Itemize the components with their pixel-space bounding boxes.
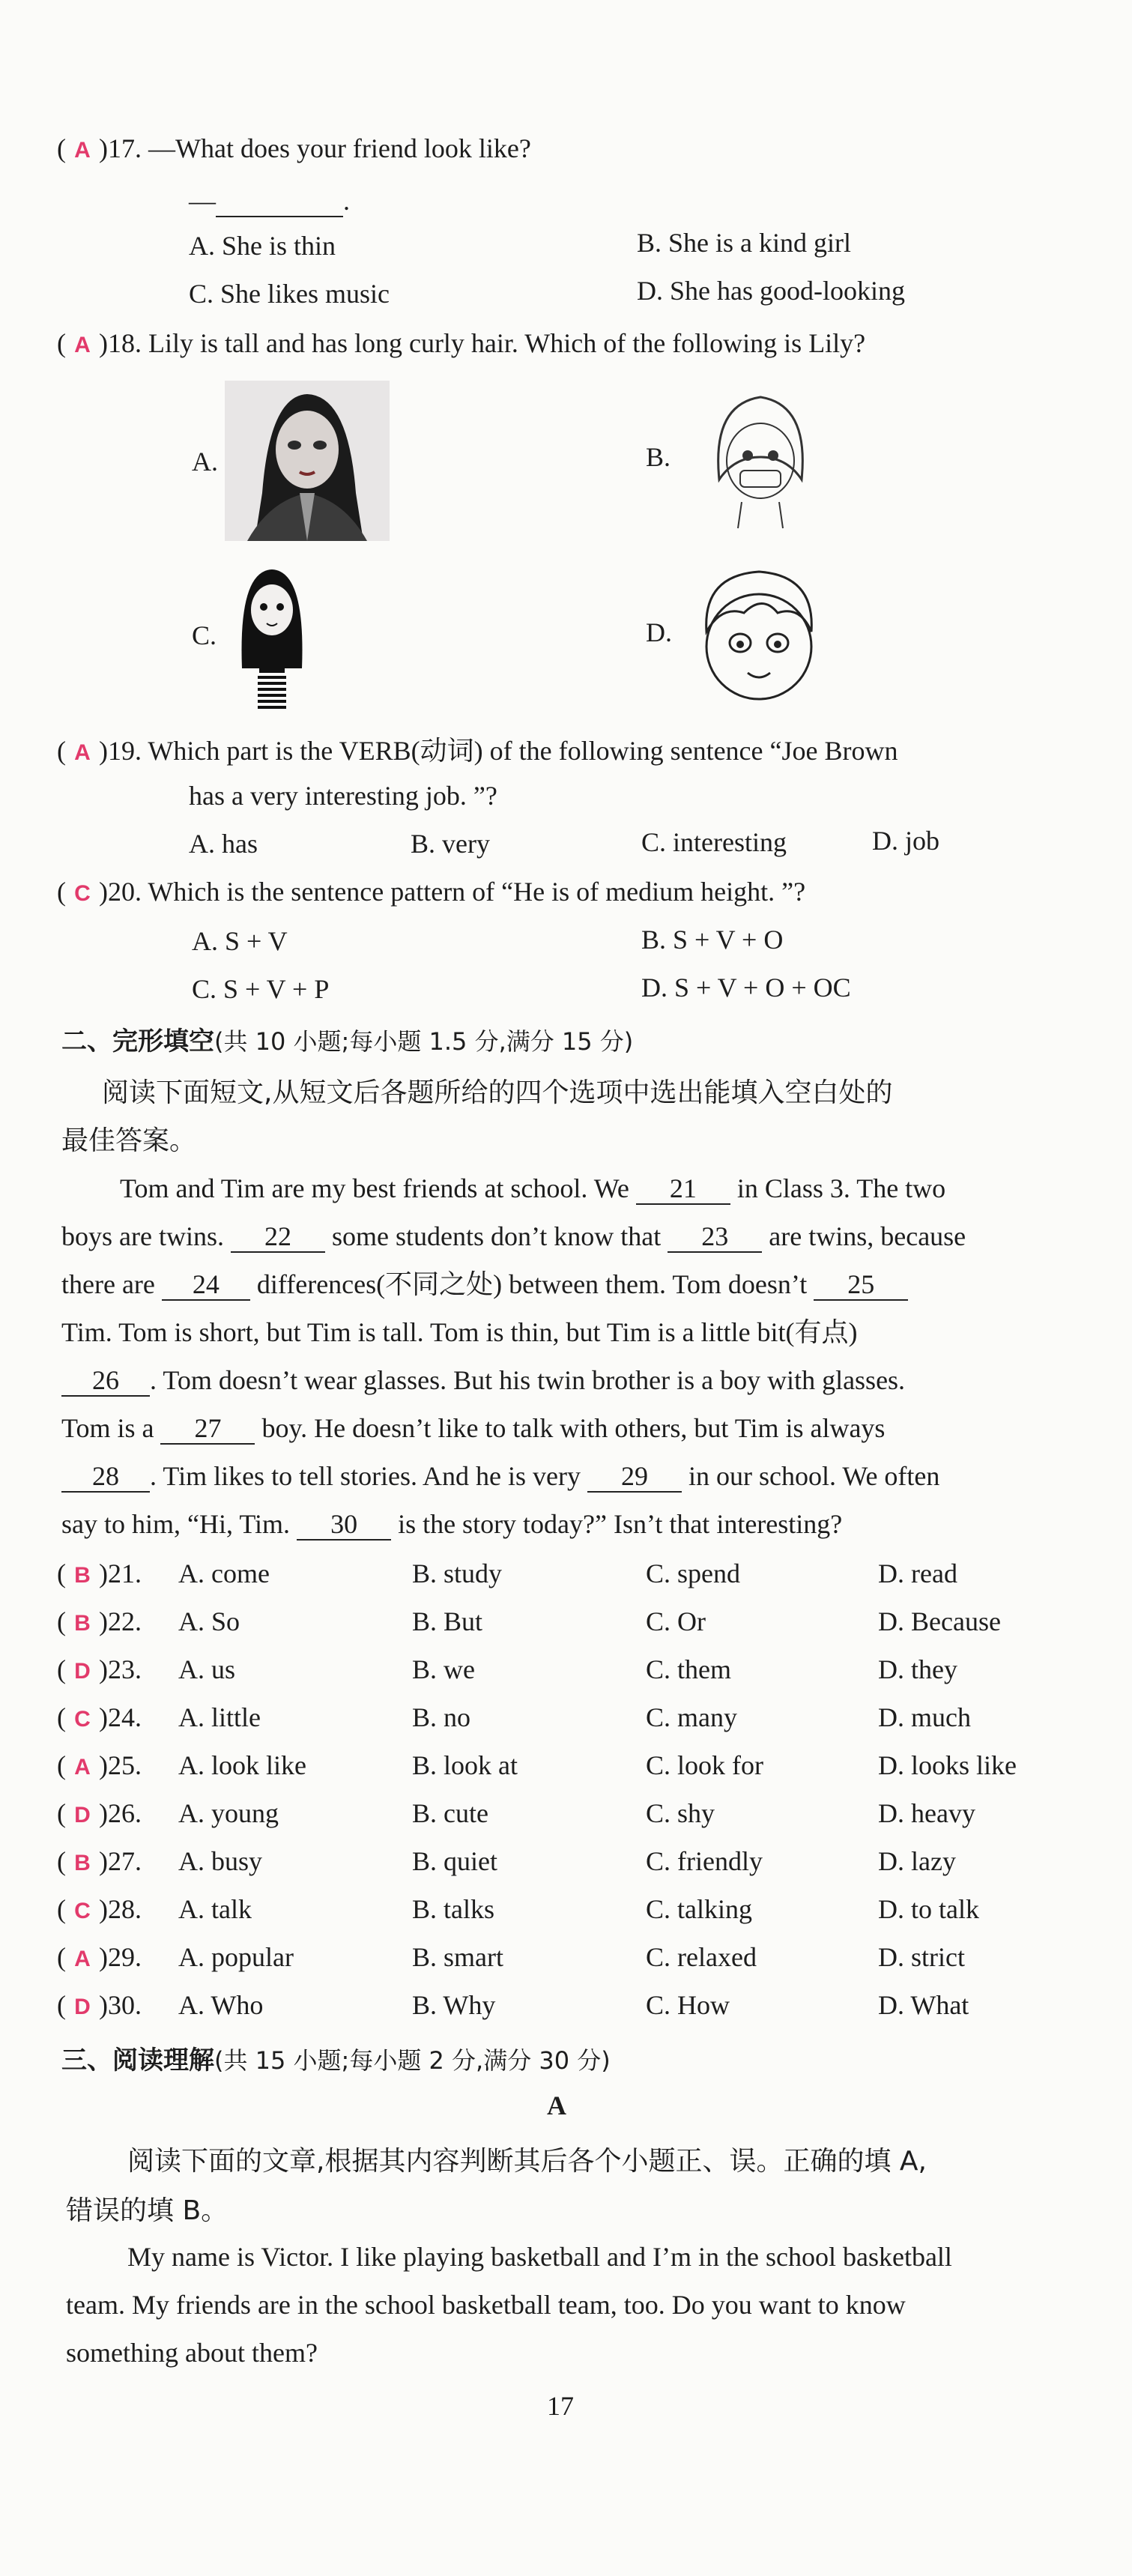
- passage-line-2: boys are twins. 22 some students don’t know that 23 are twins, because: [61, 1221, 966, 1251]
- answer-19: A: [74, 740, 91, 765]
- cloze-option-22c: C. Or: [646, 1606, 706, 1636]
- question-20: ( C )20. Which is the sentence pattern of “He is of medium height. ”?: [57, 875, 805, 910]
- cloze-option-26c: C. shy: [646, 1798, 715, 1828]
- cloze-option-30d: D. What: [878, 1990, 969, 2020]
- cloze-option-28a: A. talk: [178, 1894, 252, 1924]
- cloze-question-28: ( C )28.: [57, 1893, 142, 1928]
- cloze-option-25d: D. looks like: [878, 1750, 1017, 1780]
- cloze-option-28b: B. talks: [412, 1894, 495, 1924]
- reading-line-1: My name is Victor. I like playing basketball and I’m in the school basketball: [127, 2242, 952, 2272]
- cloze-option-21c: C. spend: [646, 1558, 740, 1588]
- answer-30: D: [74, 1995, 91, 2019]
- passage-line-7: 28 . Tim likes to tell stories. And he is very 29 in our school. We often: [61, 1460, 939, 1493]
- cloze-question-21: ( B )21.: [57, 1557, 142, 1592]
- cloze-question-23: ( D )23.: [57, 1653, 142, 1688]
- cloze-option-26a: A. young: [178, 1798, 279, 1828]
- cloze-option-23b: B. we: [412, 1654, 475, 1684]
- cloze-option-27d: D. lazy: [878, 1846, 956, 1876]
- cloze-option-30a: A. Who: [178, 1990, 264, 2020]
- cloze-question-29: ( A )29.: [57, 1941, 142, 1976]
- section-3-heading: 三、阅读理解(共 15 小题;每小题 2 分,满分 30 分): [61, 2046, 611, 2075]
- option-20d: D. S + V + O + OC: [641, 973, 851, 1003]
- cloze-option-22a: A. So: [178, 1606, 240, 1636]
- cloze-option-25b: B. look at: [412, 1750, 518, 1780]
- option-19d: D. job: [872, 826, 939, 856]
- option-17c: C. She likes music: [189, 279, 390, 309]
- cloze-option-27c: C. friendly: [646, 1846, 763, 1876]
- cloze-question-25: ( A )25.: [57, 1749, 142, 1784]
- cloze-option-22b: B. But: [412, 1606, 483, 1636]
- cloze-option-28c: C. talking: [646, 1894, 752, 1924]
- passage-line-4: Tim. Tom is short, but Tim is tall. Tom is thin, but Tim is a little bit(有点): [61, 1317, 858, 1347]
- blank-23: 23: [668, 1221, 762, 1253]
- section-3-instruction-line1: 阅读下面的文章,根据其内容判断其后各个小题正、误。正确的填 A,: [127, 2146, 927, 2177]
- section-2-instruction-line1: 阅读下面短文,从短文后各题所给的四个选项中选出能填入空白处的: [102, 1077, 893, 1108]
- cloze-question-26: ( D )26.: [57, 1797, 142, 1832]
- passage-line-3: there are 24 differences(不同之处) between them. Tom doesn’t 25: [61, 1268, 908, 1301]
- blank-29: 29: [587, 1461, 682, 1493]
- cloze-option-21a: A. come: [178, 1558, 270, 1588]
- cloze-option-21d: D. read: [878, 1558, 957, 1588]
- cloze-question-24: ( C )24.: [57, 1701, 142, 1736]
- answer-28: C: [74, 1899, 91, 1923]
- cloze-option-22d: D. Because: [878, 1606, 1001, 1636]
- page-number: 17: [547, 2391, 574, 2421]
- question-17-stem: —What does your friend look like?: [148, 133, 531, 163]
- option-18d-label: D.: [646, 617, 672, 647]
- section-3-instruction-line2: 错误的填 B。: [66, 2195, 228, 2226]
- cloze-question-22: ( B )22.: [57, 1605, 142, 1640]
- question-19-stem: Which part is the VERB(动词) of the following sentence “Joe Brown: [148, 736, 898, 766]
- girl-short-hair-image: [697, 382, 824, 532]
- cloze-option-25c: C. look for: [646, 1750, 763, 1780]
- answer-17: A: [74, 138, 91, 163]
- option-17d: D. She has good-looking: [637, 276, 905, 306]
- question-17-reply-blank: — .: [189, 186, 350, 216]
- question-20-stem: Which is the sentence pattern of “He is of medium height. ”?: [148, 877, 806, 907]
- cloze-option-26b: B. cute: [412, 1798, 488, 1828]
- cloze-option-24c: C. many: [646, 1702, 737, 1732]
- option-19c: C. interesting: [641, 827, 787, 857]
- reading-line-3: something about them?: [66, 2338, 318, 2368]
- answer-27: B: [74, 1851, 91, 1875]
- cloze-option-29d: D. strict: [878, 1942, 965, 1972]
- passage-line-6: Tom is a 27 boy. He doesn’t like to talk with others, but Tim is always: [61, 1413, 886, 1443]
- blank-28: 28: [61, 1461, 150, 1493]
- cloze-option-21b: B. study: [412, 1558, 503, 1588]
- answer-23: D: [74, 1659, 91, 1684]
- question-18-stem: Lily is tall and has long curly hair. Which of the following is Lily?: [148, 328, 866, 358]
- blank-27: 27: [160, 1413, 255, 1445]
- cloze-option-29a: A. popular: [178, 1942, 294, 1972]
- passage-line-1: Tom and Tim are my best friends at school. We 21 in Class 3. The two: [120, 1173, 946, 1203]
- answer-29: A: [74, 1947, 91, 1971]
- cloze-option-25a: A. look like: [178, 1750, 306, 1780]
- question-18: ( A )18. Lily is tall and has long curly hair. Which of the following is Lily?: [57, 327, 865, 362]
- section-2-heading: 二、完形填空(共 10 小题;每小题 1.5 分,满分 15 分): [61, 1027, 634, 1056]
- section-3-part-label: A: [547, 2090, 566, 2120]
- passage-line-5: 26 . Tom doesn’t wear glasses. But his twin brother is a boy with glasses.: [61, 1364, 905, 1397]
- blank-26: 26: [61, 1365, 150, 1397]
- option-20c: C. S + V + P: [192, 974, 330, 1004]
- answer-21: B: [74, 1563, 91, 1588]
- option-20b: B. S + V + O: [641, 925, 784, 955]
- cloze-option-24d: D. much: [878, 1702, 971, 1732]
- option-17a: A. She is thin: [189, 231, 336, 261]
- girl-long-hair-image: [225, 381, 390, 541]
- blank-21: 21: [636, 1173, 730, 1205]
- option-19a: A. has: [189, 829, 258, 859]
- cloze-option-27b: B. quiet: [412, 1846, 497, 1876]
- option-17b: B. She is a kind girl: [637, 228, 851, 258]
- option-20a: A. S + V: [192, 926, 288, 956]
- cloze-option-28d: D. to talk: [878, 1894, 979, 1924]
- cloze-option-23a: A. us: [178, 1654, 236, 1684]
- option-19b: B. very: [411, 829, 490, 859]
- cloze-option-24a: A. little: [178, 1702, 261, 1732]
- answer-20: C: [74, 881, 91, 906]
- section-2-instruction-line2: 最佳答案。: [61, 1125, 197, 1156]
- cloze-option-30b: B. Why: [412, 1990, 496, 2020]
- cloze-option-30c: C. How: [646, 1990, 730, 2020]
- option-18a-label: A.: [192, 447, 218, 477]
- answer-26: D: [74, 1803, 91, 1827]
- question-17: ( A )17. —What does your friend look like?: [57, 132, 531, 167]
- cloze-option-29b: B. smart: [412, 1942, 503, 1972]
- option-18c-label: C.: [192, 620, 217, 650]
- passage-line-8: say to him, “Hi, Tim. 30 is the story today?” Isn’t that interesting?: [61, 1509, 843, 1539]
- cloze-question-27: ( B )27.: [57, 1845, 142, 1880]
- boy-cartoon-image: [688, 560, 830, 710]
- cloze-option-23c: C. them: [646, 1654, 731, 1684]
- blank-30: 30: [297, 1509, 391, 1541]
- option-18b-label: B.: [646, 442, 671, 472]
- answer-22: B: [74, 1611, 91, 1636]
- cloze-option-23d: D. they: [878, 1654, 957, 1684]
- answer-25: A: [74, 1755, 91, 1780]
- blank-22: 22: [231, 1221, 325, 1253]
- answer-24: C: [74, 1707, 91, 1732]
- girl-cartoon-image: [231, 563, 313, 713]
- reading-line-2: team. My friends are in the school basketball team, too. Do you want to know: [66, 2290, 906, 2320]
- cloze-option-24b: B. no: [412, 1702, 471, 1732]
- blank-25: 25: [814, 1269, 908, 1301]
- answer-18: A: [74, 333, 91, 357]
- cloze-option-26d: D. heavy: [878, 1798, 975, 1828]
- cloze-option-29c: C. relaxed: [646, 1942, 757, 1972]
- cloze-option-27a: A. busy: [178, 1846, 263, 1876]
- cloze-question-30: ( D )30.: [57, 1989, 142, 2024]
- blank-24: 24: [162, 1269, 250, 1301]
- question-19-stem-line2: has a very interesting job. ”?: [189, 781, 497, 811]
- question-19: ( A )19. Which part is the VERB(动词) of the following sentence “Joe Brown: [57, 734, 898, 770]
